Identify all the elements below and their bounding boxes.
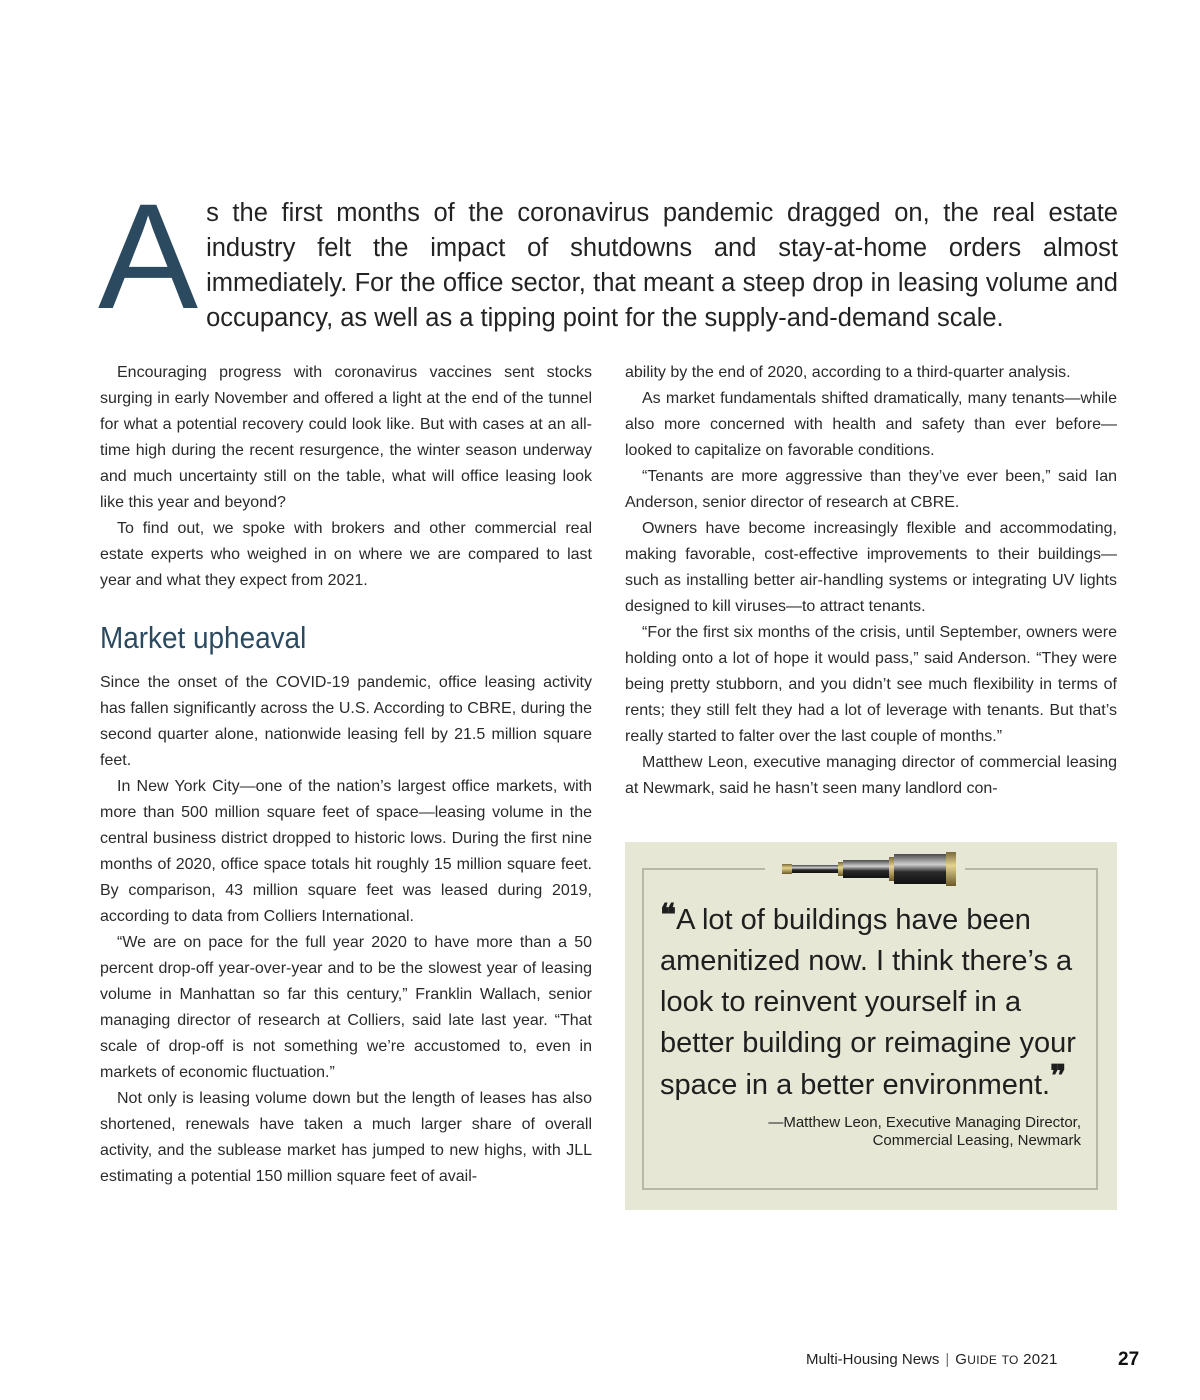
body-paragraph: Since the onset of the COVID-19 pandemic, office leasing activity has fallen significantly across the U.S. According to CBRE, during the second quarter alone, nationwide leasing fell by 21.5 million square feet. [100,674,592,769]
pull-quote-text [660,899,1080,1106]
guide-title: GUIDE TO 2021 [955,1351,1058,1368]
open-quote-icon: ❝ [660,898,677,933]
page-footer [806,1351,1058,1368]
pull-quote-attribution: —Matthew Leon, Executive Managing Director, Commercial Leasing, Newmark [768,1114,1081,1149]
close-quote-icon: ❞ [1050,1059,1067,1094]
body-paragraph: “We are on pace for the full year 2020 to have more than a 50 percent drop-off year-over-year and to be the slowest year of leasing volume in Manhattan so far this century,” Franklin Wallach, senior managing director of research at Colliers, said late last year. “That scale of drop-off is not something we’re accustomed to, even in markets of economic fluctuation.” [100,934,592,1081]
body-paragraph: Owners have become increasingly flexible and accommodating, making favorable, cost-effective improvements to their buildings—such as installing better air-handling systems or integrating UV lights designed to kill viruses—to attract tenants. [625,520,1117,615]
section-heading: Market upheaval [100,620,307,655]
body-paragraph: To find out, we spoke with brokers and other commercial real estate experts who weighed in on where we are compared to last year and what they expect from 2021. [100,520,592,589]
quote-body: A lot of buildings have been amenitized now. I think there’s a look to reinvent yourself in a better building or reimagine your space in a better environment. [660,904,1076,1101]
page-number: 27 [1118,1349,1140,1370]
left-column [100,360,592,1190]
body-paragraph: ability by the end of 2020, according to a third-quarter analysis. [625,364,1071,381]
body-paragraph: Encouraging progress with coronavirus vaccines sent stocks surging in early November and offered a light at the end of the tunnel for what a potential recovery could look like. But with cases at an all-time high during the recent resurgence, the winter season underway and much uncertainty still on the table, what will office leasing look like this year and beyond? [100,364,592,511]
body-paragraph: Matthew Leon, executive managing director of commercial leasing at Newmark, said he hasn’t seen many landlord con- [625,754,1117,797]
footer-separator: | [945,1351,950,1368]
body-paragraph: As market fundamentals shifted dramatically, many tenants—while also more concerned with health and safety than ever before—looked to capitalize on favorable conditions. [625,390,1117,459]
right-column [625,360,1117,802]
body-paragraph: “For the first six months of the crisis, until September, owners were holding onto a lot of hope it would pass,” said Anderson. “They were being pretty stubborn, and you didn’t see much flexibility in terms of rents; they still felt they had a lot of leverage with tenants. But that’s really started to falter over the last couple of months.” [625,624,1117,745]
body-paragraph: “Tenants are more aggressive than they’ve ever been,” said Ian Anderson, senior director of research at CBRE. [625,468,1117,511]
intro-paragraph [98,172,1118,340]
drop-cap: A [98,172,199,340]
pull-quote [625,842,1117,1210]
body-paragraph: In New York City—one of the nation’s largest office markets, with more than 500 million square feet of space—leasing volume in the central business district dropped to historic lows. During the first nine months of 2020, office space totals hit roughly 15 million square feet. By comparison, 43 million square feet was leased during 2019, according to data from Colliers International. [100,778,592,925]
intro-text: s the first months of the coronavirus pandemic dragged on, the real estate industry felt the impact of shutdowns and stay-at-home orders almost immediately. For the office sector, that meant a steep drop in leasing volume and occupancy, as well as a tipping point for the supply-and-demand scale. [206,199,1118,332]
spyglass-icon [780,850,960,888]
publication-name: Multi-Housing News [806,1351,940,1368]
body-paragraph: Not only is leasing volume down but the length of leases has also shortened, renewals have taken a much larger share of overall activity, and the sublease market has jumped to new highs, with JLL estimating a potential 150 million square feet of avail- [100,1090,592,1185]
